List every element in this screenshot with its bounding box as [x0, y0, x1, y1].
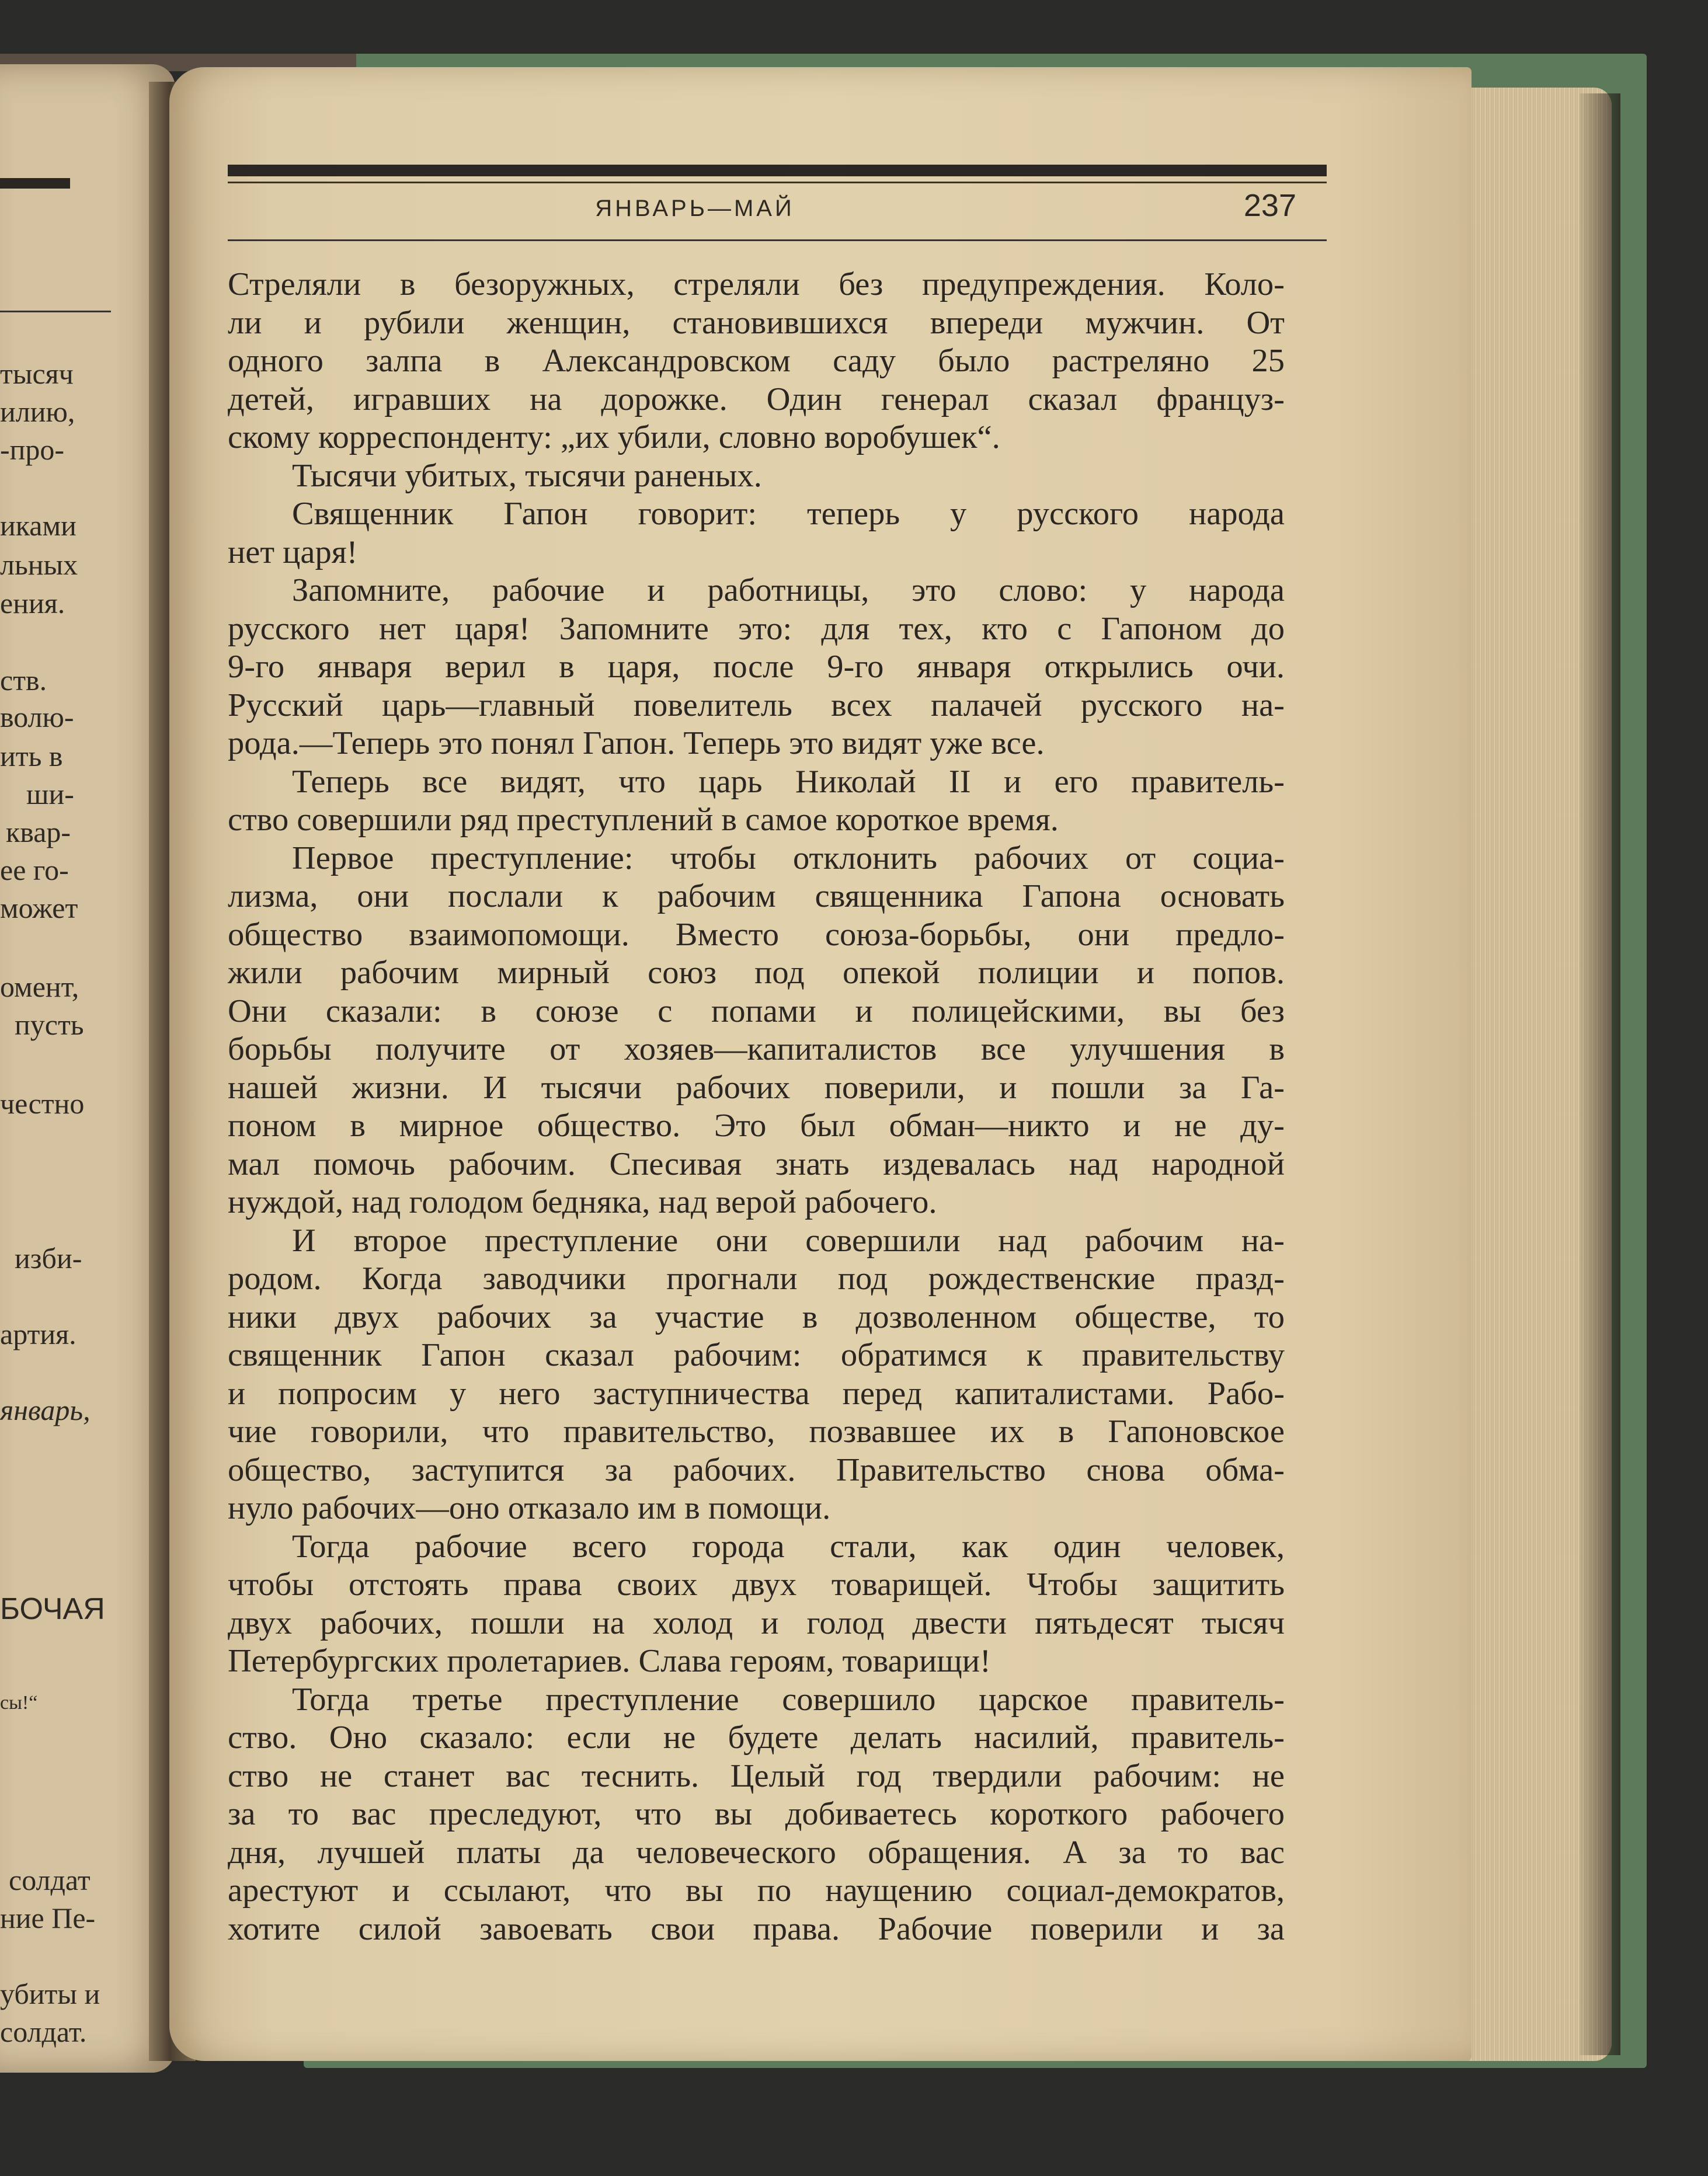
left-text-fragment: пусть [15, 1008, 84, 1041]
text-line: нет царя! [228, 534, 358, 570]
text-line: Первое преступление: чтобы отклонить рабочих от социа- [292, 840, 1285, 876]
text-line: лизма, они послали к рабочим священника Гапона основать [228, 878, 1285, 914]
text-line: арестуют и ссылают, что вы по наущению социал-демократов, [228, 1872, 1285, 1909]
text-line: Тогда рабочие всего города стали, как один человек, [292, 1528, 1285, 1565]
text-line: мал помочь рабочим. Спесивая знать издевалась над народной [228, 1146, 1285, 1182]
left-text-fragment: может [0, 892, 78, 924]
left-text-fragment: честно [0, 1087, 85, 1120]
text-line: дня, лучшей платы да человеческого обращения. А за то вас [228, 1834, 1285, 1871]
left-text-fragment: солдат. [0, 2015, 87, 2048]
left-header-rule [0, 178, 70, 189]
header-thin-rule [228, 182, 1327, 183]
left-text-fragment: ения. [0, 587, 65, 619]
text-line: Запомните, рабочие и работницы, это слово: у народа [292, 572, 1285, 608]
left-text-fragment: волю- [0, 701, 74, 733]
text-line: жили рабочим мирный союз под опекой полиции и попов. [228, 955, 1285, 991]
page-content [228, 67, 1331, 2061]
left-text-fragment: ние Пе- [0, 1902, 96, 1934]
text-line: Петербургских пролетариев. Слава героям, товарищи! [228, 1643, 991, 1679]
text-line: ство не станет вас теснить. Целый год твердили рабочим: не [228, 1757, 1285, 1794]
left-text-fragment: ить в [0, 740, 63, 772]
text-line: общество взаимопомощи. Вместо союза-борьбы, они предло- [228, 916, 1285, 953]
text-line: рода.—Теперь это понял Гапон. Теперь это видят уже все. [228, 725, 1045, 761]
left-text-fragment: артия. [0, 1318, 76, 1350]
left-text-fragment: убиты и [0, 1977, 100, 2010]
text-line: ство совершили ряд преступлений в самое короткое время. [228, 802, 1059, 838]
text-line: общество, заступится за рабочих. Правительство снова обма- [228, 1451, 1285, 1488]
left-text-fragment: -про- [0, 433, 65, 466]
text-line: Тысячи убитых, тысячи раненых. [292, 457, 762, 494]
running-title: ЯНВАРЬ—МАЙ [595, 196, 795, 221]
body-text [228, 266, 1285, 1948]
left-text-fragment: льных [0, 548, 78, 581]
left-text-fragment: иками [0, 509, 76, 542]
text-line: ство. Оно сказало: если не будете делать насилий, правитель- [228, 1719, 1285, 1756]
text-line: Русский царь—главный повелитель всех палачей русского на- [228, 687, 1285, 723]
left-text-fragment: БОЧАЯ [0, 1592, 105, 1626]
text-line: нуло рабочих—оно отказало им в помощи. [228, 1490, 831, 1526]
text-line: и попросим у него заступничества перед капиталистами. Рабо- [228, 1375, 1285, 1412]
text-line: нашей жизни. И тысячи рабочих поверили, и пошли за Га- [228, 1069, 1285, 1106]
text-line: 9-го января верил в царя, после 9-го января открылись очи. [228, 649, 1285, 685]
left-text-fragment: изби- [15, 1242, 82, 1275]
left-text-fragment: ее го- [0, 854, 69, 886]
left-text-fragment: ши- [26, 778, 74, 810]
text-line: чтобы отстоять права своих двух товарищей. Чтобы защитить [228, 1566, 1285, 1603]
left-header-thin-rule [0, 311, 111, 312]
text-line: за то вас преследуют, что вы добиваетесь короткого рабочего [228, 1796, 1285, 1832]
header-under-rule [228, 239, 1327, 241]
text-line: хотите силой завоевать свои права. Рабочие поверили и за [228, 1910, 1285, 1947]
left-text-fragment: сы!“ [0, 1692, 38, 1714]
text-line: одного залпа в Александровском саду было растреляно 25 [228, 343, 1285, 379]
page-edges-shadow [1580, 93, 1620, 2055]
text-line: поном в мирное общество. Это был обман—никто и не ду- [228, 1108, 1285, 1144]
text-line: родом. Когда заводчики прогнали под рождественские празд- [228, 1261, 1285, 1297]
text-line: священник Гапон сказал рабочим: обратимся к правительству [228, 1337, 1285, 1373]
text-line: борьбы получите от хозяев—капиталистов все улучшения в [228, 1031, 1285, 1067]
text-line: детей, игравших на дорожке. Один генерал сказал француз- [228, 381, 1285, 417]
right-page [169, 67, 1472, 2061]
text-line: ли и рубили женщин, становившихся впереди мужчин. От [228, 304, 1285, 341]
left-text-fragment: омент, [0, 970, 79, 1003]
text-line: двух рабочих, пошли на холод и голод двести пятьдесят тысяч [228, 1604, 1285, 1641]
text-line: Они сказали: в союзе с попами и полицейскими, вы без [228, 993, 1285, 1029]
left-text-fragment: солдат [9, 1864, 91, 1896]
left-text-fragment: январь, [0, 1394, 91, 1426]
text-line: русского нет царя! Запомните это: для тех, кто с Гапоном до [228, 610, 1285, 647]
text-line: Теперь все видят, что царь Николай II и его правитель- [292, 763, 1285, 800]
text-line: ники двух рабочих за участие в дозволенном обществе, то [228, 1298, 1285, 1335]
text-line: скому корреспонденту: „их убили, словно воробушек“. [228, 419, 1000, 455]
text-line: нуждой, над голодом бедняка, над верой рабочего. [228, 1184, 937, 1220]
text-line: И второе преступление они совершили над рабочим на- [292, 1222, 1285, 1259]
text-line: чие говорили, что правительство, позвавшее их в Гапоновское [228, 1413, 1285, 1450]
left-text-fragment: квар- [6, 816, 71, 848]
text-line: Стреляли в безоружных, стреляли без предупреждения. Коло- [228, 266, 1285, 302]
left-text-fragment: тысяч [0, 357, 74, 390]
text-line: Священник Гапон говорит: теперь у русского народа [292, 496, 1285, 532]
text-line: Тогда третье преступление совершило царское правитель- [292, 1681, 1285, 1718]
left-text-fragment: ств. [0, 664, 47, 697]
page-number: 237 [1243, 188, 1296, 223]
left-text-fragment: илию, [0, 395, 75, 428]
header-thick-rule [228, 165, 1327, 176]
